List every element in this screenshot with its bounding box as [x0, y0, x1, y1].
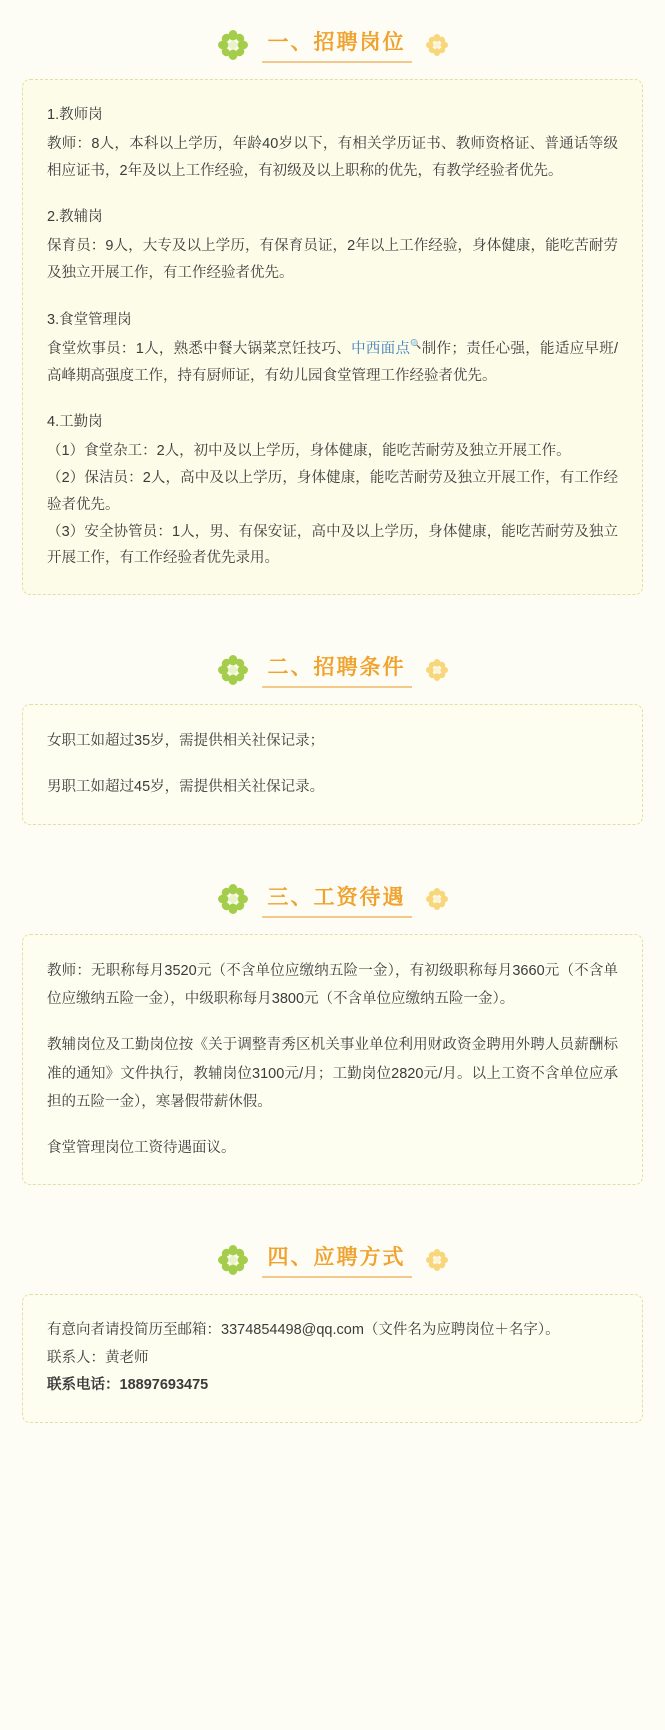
condition-line: 女职工如超过35岁，需提供相关社保记录； [47, 733, 325, 750]
magnifier-icon: 🔍 [410, 338, 422, 349]
section-title: 四、应聘方式 [262, 1241, 412, 1278]
condition-line: 男职工如超过45岁，需提供相关社保记录。 [47, 779, 325, 796]
position-title: 1.教师岗 [47, 107, 103, 123]
position-title: 2.教辅岗 [47, 209, 103, 226]
apply-email-line: 有意向者请投简历至邮箱：3374854498@qq.com（文件名为应聘岗位＋名字）。 [47, 1322, 560, 1339]
section-card-conditions [22, 704, 643, 825]
flower-green-icon [218, 655, 248, 685]
flower-yellow-icon [426, 1249, 448, 1271]
position-text-pre: 食堂炊事员：1人，熟悉中餐大锅菜烹饪技巧、 [47, 340, 352, 357]
section-title: 三、工资待遇 [262, 881, 412, 918]
position-title: 3.食堂管理岗 [47, 311, 132, 328]
salary-paragraph: 食堂管理岗位工资待遇面议。 [47, 1140, 236, 1157]
salary-paragraph: 教辅岗位及工勤岗位按《关于调整青秀区机关事业单位利用财政资金聘用外聘人员薪酬标准的通知》文件执行，教辅岗位3100元/月；工勤岗位2820元/月。以上工资不含单位应承担的五险一金），寒暑假带薪休假。 [47, 1037, 618, 1110]
position-text: 教师：8人，本科以上学历，年龄40岁以下，有相关学历证书、教师资格证、普通话等级相应证书，2年及以上工作经验，有初级及以上职称的优先，有教学经验者优先。 [47, 135, 618, 179]
inline-search-link[interactable] [351, 338, 422, 357]
position-title: 4.工勤岗 [47, 414, 103, 431]
position-line: （3）安全协管员：1人，男、有保安证，高中及以上学历，身体健康，能吃苦耐劳及独立开展工作，有工作经验者优先录用。 [47, 523, 618, 567]
section-card-apply [22, 1294, 643, 1423]
section-heading-4 [0, 1185, 665, 1294]
link-label: 中西面点 [351, 340, 411, 357]
section-card-salary [22, 934, 643, 1186]
position-text: 保育员：9人，大专及以上学历，有保育员证，2年以上工作经验，身体健康，能吃苦耐劳及独立开展工作，有工作经验者优先。 [47, 238, 618, 282]
section-card-positions [22, 79, 643, 595]
flower-green-icon [218, 1245, 248, 1275]
flower-yellow-icon [426, 888, 448, 910]
position-text [47, 336, 618, 390]
position-line: （1）食堂杂工：2人，初中及以上学历，身体健康，能吃苦耐劳及独立开展工作。 [47, 443, 571, 460]
salary-paragraph: 教师：无职称每月3520元（不含单位应缴纳五险一金），有初级职称每月3660元（不含单位应缴纳五险一金），中级职称每月3800元（不含单位应缴纳五险一金）。 [47, 962, 618, 1007]
position-text-post: 制作；责任心强，能适应早班/高峰期高强度工作，持有厨师证，有幼儿园食堂管理工作经验者优先。 [47, 340, 619, 384]
flower-yellow-icon [426, 659, 448, 681]
section-heading-2 [0, 595, 665, 704]
position-line: （2）保洁员：2人，高中及以上学历，身体健康，能吃苦耐劳及独立开展工作，有工作经验者优先。 [47, 469, 618, 513]
section-heading-1 [0, 0, 665, 79]
apply-contact-person: 联系人：黄老师 [47, 1349, 149, 1366]
position-block-assistant [47, 204, 618, 286]
section-heading-3 [0, 825, 665, 934]
position-block-teacher [47, 102, 618, 184]
flower-yellow-icon [426, 34, 448, 56]
section-title: 一、招聘岗位 [262, 26, 412, 63]
position-block-canteen [47, 307, 618, 389]
flower-green-icon [218, 30, 248, 60]
section-title: 二、招聘条件 [262, 651, 412, 688]
position-block-labor [47, 409, 618, 572]
flower-green-icon [218, 884, 248, 914]
apply-contact-phone: 联系电话：18897693475 [47, 1377, 209, 1394]
